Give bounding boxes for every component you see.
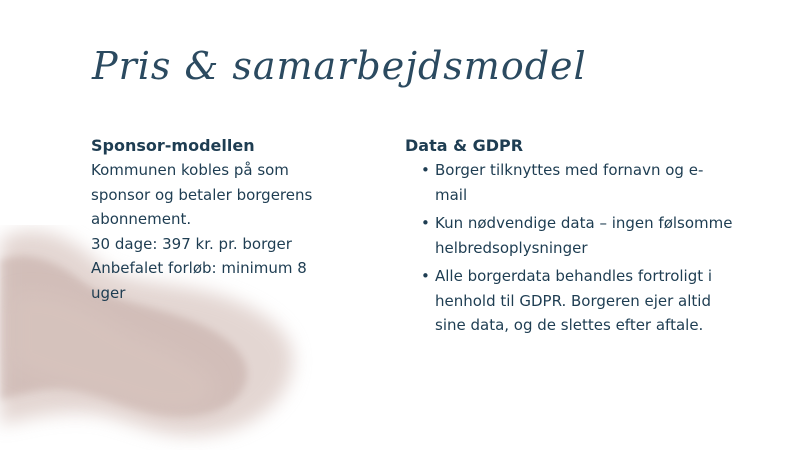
list-item <box>405 264 735 338</box>
page-title: Pris & samarbejdsmodel <box>92 44 587 88</box>
list-item <box>405 158 735 207</box>
list-item <box>405 211 735 260</box>
list-item-text: Borger tilknyttes med fornavn og e-mail <box>435 161 704 204</box>
bullet-list <box>405 158 735 338</box>
list-item-text: Alle borgerdata behandles fortroligt i henhold til GDPR. Borgeren ejer altid sine data, og de slettes efter aftale. <box>435 267 713 334</box>
data-gdpr-section <box>405 134 735 342</box>
section-heading: Sponsor-modellen <box>91 136 255 155</box>
sponsor-model-section <box>91 134 381 305</box>
body-line: sponsor og betaler borgerens <box>91 185 313 204</box>
bullet-dot-icon: • <box>421 267 430 285</box>
body-line: Kommunen kobles på som <box>91 161 289 179</box>
body-line: uger <box>91 283 126 302</box>
bullet-dot-icon: • <box>421 214 430 232</box>
body-line: abonnement. <box>91 210 192 228</box>
bullet-dot-icon: • <box>421 161 430 179</box>
list-item-text: Kun nødvendige data – ingen følsomme helbredsoplysninger <box>435 214 733 257</box>
body-line: Anbefalet forløb: minimum 8 <box>91 259 307 277</box>
body-line: 30 dage: 397 kr. pr. borger <box>91 234 292 253</box>
section-heading: Data & GDPR <box>405 136 524 155</box>
